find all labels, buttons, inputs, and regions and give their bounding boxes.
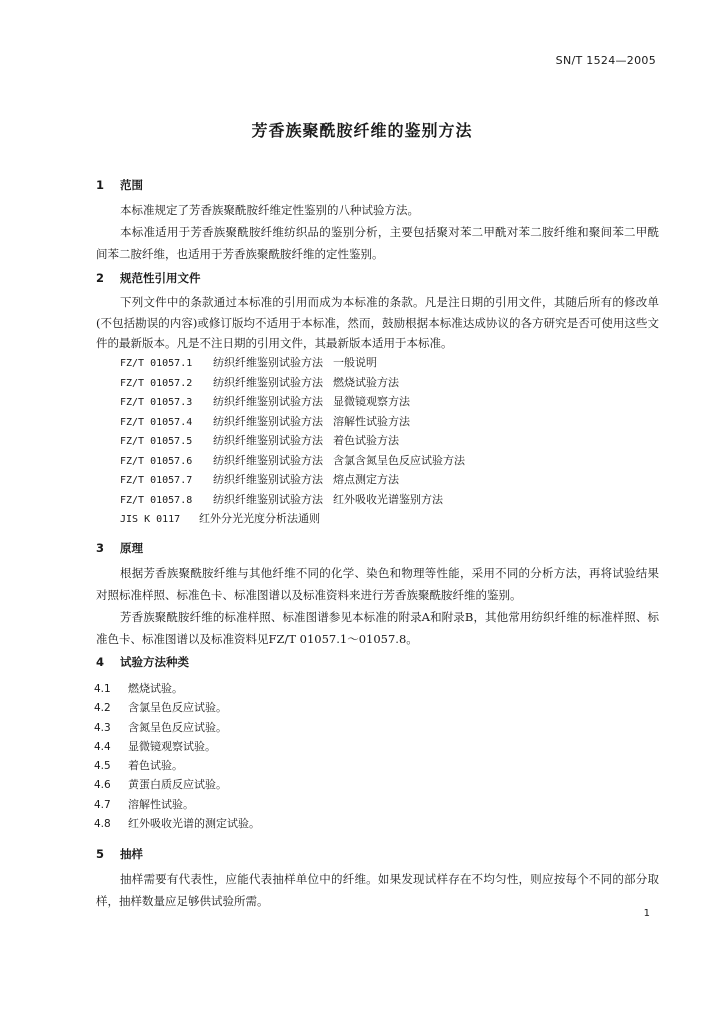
- method-text: 着色试验。: [128, 759, 183, 773]
- test-method-list: [94, 679, 260, 833]
- sampling-paragraph: 抽样需要有代表性，应能代表抽样单位中的纤维。如果发现试样存在不均匀性，则应按每个不同的部分取样，抽样数量应足够供试验所需。: [96, 872, 659, 908]
- section-4-heading: [96, 654, 189, 670]
- section-5-heading: [96, 846, 143, 862]
- section-title: 原理: [120, 541, 143, 555]
- method-number: 4.4: [94, 740, 111, 753]
- reference-code: FZ/T 01057.5: [120, 436, 193, 447]
- reference-item: [120, 392, 465, 412]
- method-item: [94, 737, 260, 756]
- method-item: [94, 795, 260, 814]
- method-number: 4.2: [94, 702, 111, 715]
- method-number: 4.7: [94, 798, 111, 811]
- method-text: 显微镜观察试验。: [128, 739, 216, 753]
- reference-item: [120, 373, 465, 393]
- reference-part: 燃烧试验方法: [333, 375, 399, 389]
- section-1-heading: [96, 177, 143, 193]
- reference-part: 溶解性试验方法: [333, 414, 410, 428]
- reference-item: [120, 431, 465, 451]
- method-text: 含氯呈色反应试验。: [128, 701, 227, 715]
- reference-name: 纺织纤维鉴别试验方法: [213, 395, 323, 408]
- method-text: 含氮呈色反应试验。: [128, 720, 227, 734]
- reference-code: FZ/T 01057.6: [120, 455, 193, 467]
- reference-name: 纺织纤维鉴别试验方法: [213, 492, 323, 506]
- reference-item: [120, 451, 465, 471]
- method-text: 黄蛋白质反应试验。: [128, 778, 227, 792]
- method-text: 燃烧试验。: [128, 682, 183, 695]
- reference-code: FZ/T 01057.7: [120, 475, 193, 486]
- principle-paragraph-2: 芳香族聚酰胺纤维的标准样照、标准图谱参见本标准的附录A和附录B，其他常用纺织纤维的标准样照、标准色卡、标准图谱以及标准资料见FZ/T 01057.1～01057.8。: [96, 610, 659, 646]
- reference-part: 着色试验方法: [333, 434, 399, 447]
- method-text: 溶解性试验。: [128, 797, 194, 811]
- reference-name: 纺织纤维鉴别试验方法: [213, 434, 323, 447]
- reference-list: [120, 353, 465, 529]
- page-number: 1: [643, 908, 650, 919]
- reference-code: FZ/T 01057.3: [120, 397, 193, 408]
- method-item: [94, 718, 260, 737]
- document-title: 芳香族聚酰胺纤维的鉴别方法: [251, 121, 473, 140]
- method-text: 红外吸收光谱的测定试验。: [128, 817, 260, 831]
- method-item: [94, 775, 260, 794]
- method-number: 4.3: [94, 721, 111, 734]
- reference-part: 熔点测定方法: [333, 473, 399, 486]
- reference-item: [120, 353, 465, 373]
- section-number: 1: [96, 178, 105, 192]
- reference-item: [120, 490, 465, 510]
- reference-item: [120, 412, 465, 432]
- reference-name: 纺织纤维鉴别试验方法: [213, 375, 323, 389]
- reference-code: FZ/T 01057.4: [120, 416, 193, 428]
- scope-paragraph-1: 本标准规定了芳香族聚酰胺纤维定性鉴别的八种试验方法。: [120, 203, 419, 217]
- normative-references-intro: 下列文件中的条款通过本标准的引用而成为本标准的条款。凡是注日期的引用文件，其随后所有的修改单(不包括勘误的内容)或修订版均不适用于本标准，然而，鼓励根据本标准达成协议的各方研究是否可使用这些文件的最新版本。凡是不注日期的引用文件，其最新版本适用于本标准。: [96, 295, 659, 350]
- section-3-heading: [96, 540, 143, 556]
- method-item: [94, 756, 260, 775]
- reference-item: [120, 509, 465, 529]
- reference-part: 含氯含氮呈色反应试验方法: [333, 453, 465, 467]
- standard-code: SN/T 1524—2005: [555, 54, 656, 67]
- reference-code: FZ/T 01057.8: [120, 494, 193, 506]
- scope-paragraph-2: 本标准适用于芳香族聚酰胺纤维纺织品的鉴别分析，主要包括聚对苯二甲酰对苯二胺纤维和聚间苯二甲酰间苯二胺纤维，也适用于芳香族聚酰胺纤维的定性鉴别。: [96, 225, 659, 261]
- reference-code: FZ/T 01057.2: [120, 377, 193, 389]
- method-number: 4.8: [94, 818, 111, 831]
- reference-part: 红外吸收光谱鉴别方法: [333, 492, 443, 506]
- section-title: 规范性引用文件: [120, 271, 201, 285]
- section-2-heading: [96, 270, 201, 286]
- section-title: 范围: [120, 178, 143, 192]
- method-number: 4.1: [94, 683, 111, 695]
- section-title: 试验方法种类: [120, 655, 189, 669]
- reference-code: JIS K 0117: [120, 514, 181, 525]
- reference-name: 纺织纤维鉴别试验方法: [213, 414, 323, 428]
- section-number: 2: [96, 271, 105, 285]
- section-number: 3: [96, 541, 105, 555]
- method-number: 4.5: [94, 760, 111, 773]
- section-title: 抽样: [120, 847, 143, 861]
- reference-part: 显微镜观察方法: [333, 395, 410, 408]
- section-number: 5: [96, 847, 105, 861]
- method-item: [94, 679, 260, 698]
- reference-code: FZ/T 01057.1: [120, 358, 193, 369]
- reference-name: 纺织纤维鉴别试验方法: [213, 473, 323, 486]
- method-item: [94, 814, 260, 833]
- section-number: 4: [96, 655, 105, 669]
- reference-name: 纺织纤维鉴别试验方法: [213, 453, 323, 467]
- reference-item: [120, 470, 465, 490]
- principle-paragraph-1: 根据芳香族聚酰胺纤维与其他纤维不同的化学、染色和物理等性能，采用不同的分析方法，再将试验结果对照标准样照、标准色卡、标准图谱以及标准资料来进行芳香族聚酰胺纤维的鉴别。: [96, 566, 659, 602]
- method-item: [94, 698, 260, 717]
- method-number: 4.6: [94, 779, 111, 792]
- reference-name: 红外分光光度分析法通则: [199, 512, 320, 525]
- reference-name: 纺织纤维鉴别试验方法: [213, 356, 323, 369]
- reference-part: 一般说明: [333, 356, 377, 369]
